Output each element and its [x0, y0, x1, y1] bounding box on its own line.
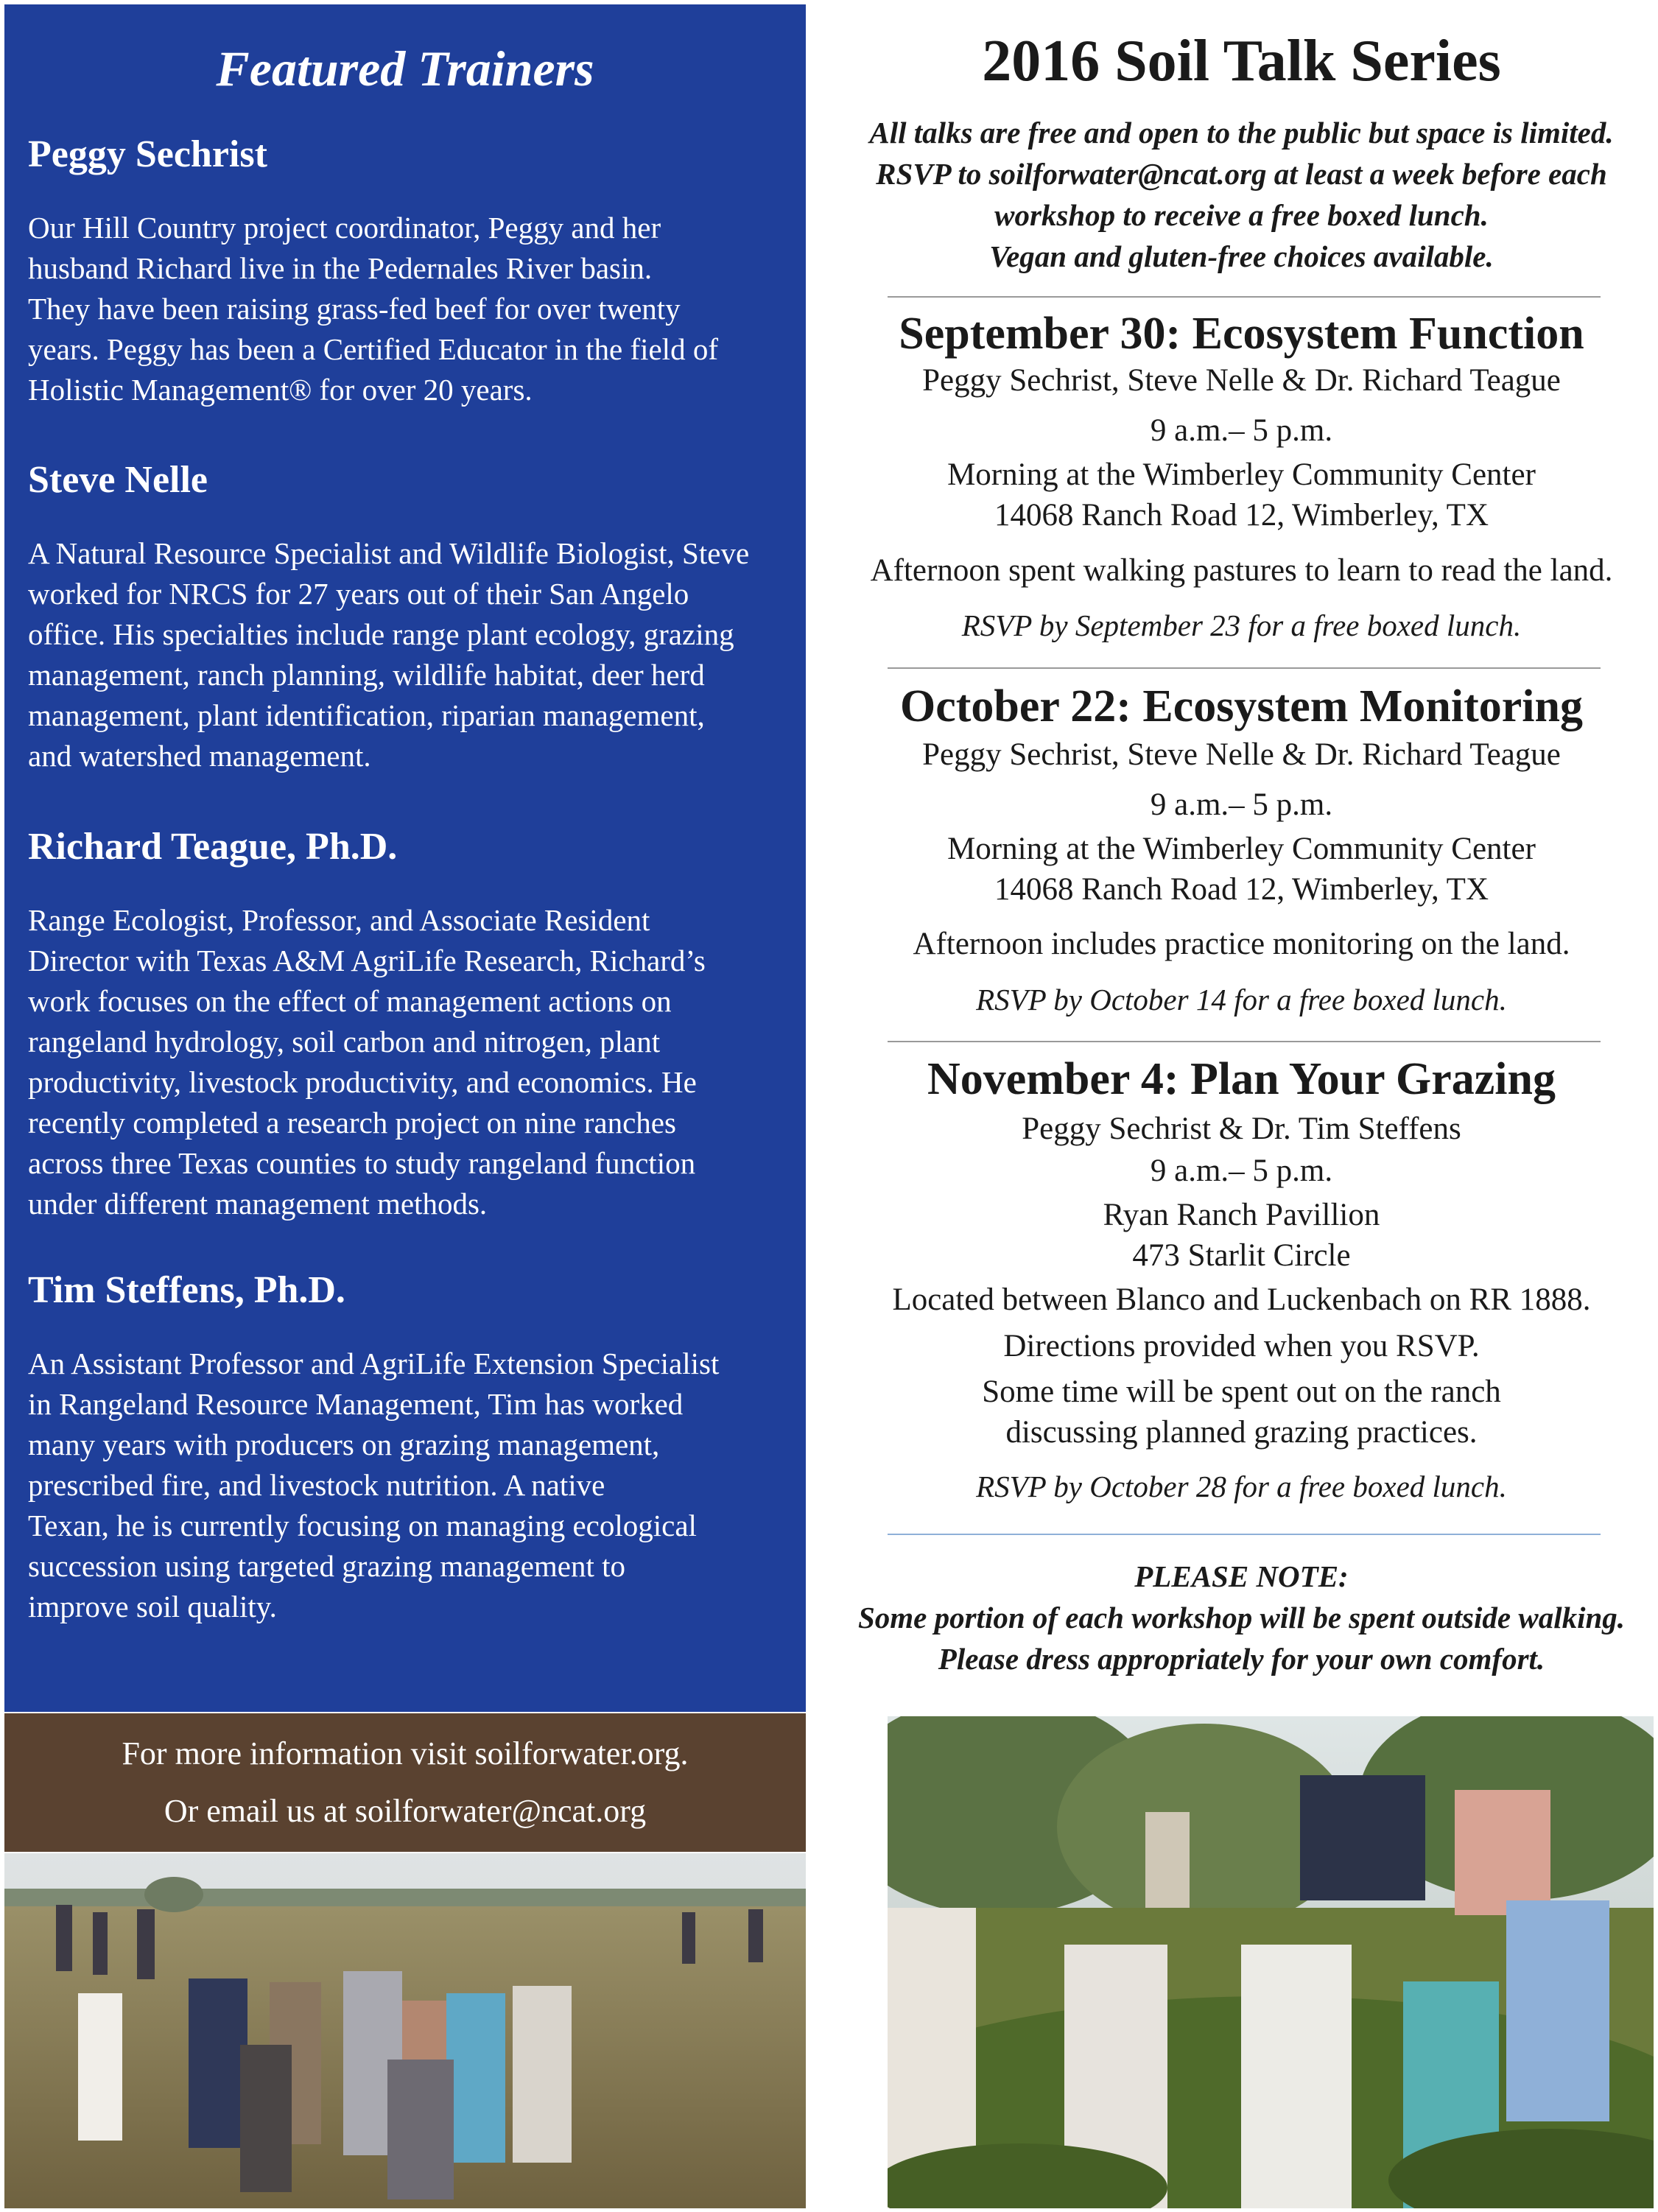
- event-detail: Afternoon includes practice monitoring on the land.: [913, 927, 1570, 961]
- event-time: 9 a.m.– 5 p.m.: [1150, 787, 1333, 822]
- divider: [888, 1041, 1601, 1042]
- event-title: November 4: Plan Your Grazing: [927, 1054, 1556, 1104]
- trainer-tim-steffens: [28, 1267, 794, 1627]
- trainer-bio: An Assistant Professor and AgriLife Extension Specialist in Rangeland Resource Management, Tim has worked many years with producers on grazing management, prescribed fire, and livestock nutrition. A native Texan, he is currently focusing on managing ecological succession using targeted grazing management to improve soil quality.: [28, 1346, 720, 1623]
- event-detail-3: Some time will be spent out on the ranch: [982, 1374, 1501, 1409]
- please-note: PLEASE NOTE: Some portion of each workshop will be spent outside walking. Please dress appropriately for your own comfort.: [857, 1559, 1626, 1676]
- event-location-2: 14068 Ranch Road 12, Wimberley, TX: [994, 872, 1489, 907]
- trainer-richard-teague: [28, 824, 794, 1224]
- website-link[interactable]: For more information visit soilforwater.org.: [122, 1735, 689, 1772]
- event-rsvp: RSVP by October 28 for a free boxed lunch.: [976, 1470, 1507, 1503]
- event-location-2: 473 Starlit Circle: [1132, 1238, 1351, 1273]
- event-location-1: Morning at the Wimberley Community Center: [947, 457, 1536, 492]
- event-location-1: Ryan Ranch Pavillion: [1103, 1198, 1380, 1232]
- divider: [888, 667, 1601, 669]
- trainer-peggy-sechrist: [28, 131, 794, 410]
- trainer-steve-nelle: [28, 457, 794, 776]
- trainer-name: Peggy Sechrist: [28, 133, 267, 175]
- event-detail-1: Located between Blanco and Luckenbach on RR 1888.: [892, 1282, 1591, 1317]
- series-intro: All talks are free and open to the public but space is limited. RSVP to soilforwater@ncat.org at least a week before each workshop to receive a free boxed lunch. Vegan and gluten-free choices available.: [869, 116, 1614, 273]
- event-rsvp: RSVP by October 14 for a free boxed lunch.: [976, 983, 1507, 1017]
- trainer-bio: Range Ecologist, Professor, and Associate Resident Director with Texas A&M AgriLife Research, Richard’s work focuses on the effect of management actions on rangeland hydrology, soil carbon and nitrogen, plant productivity, livestock productivity, and economics. He recently completed a research project on nine ranches across three Texas counties to study rangeland function under different management methods.: [28, 903, 706, 1221]
- field-group-photo: [4, 1853, 806, 2208]
- trainer-name: Steve Nelle: [28, 459, 208, 501]
- trainer-name: Richard Teague, Ph.D.: [28, 826, 398, 868]
- divider: [888, 1534, 1601, 1535]
- trainer-bio: Our Hill Country project coordinator, Peggy and her husband Richard live in the Pedernales River basin. They have been raising grass-fed beef for over twenty years. Peggy has been a Certified Educator in the field of Holistic Management® for over 20 years.: [28, 211, 718, 407]
- event-detail: Afternoon spent walking pastures to learn to read the land.: [870, 553, 1613, 588]
- event-rsvp: RSVP by September 23 for a free boxed lunch.: [961, 608, 1522, 642]
- walking-pasture-photo: [888, 1716, 1654, 2208]
- event-presenters: Peggy Sechrist & Dr. Tim Steffens: [1022, 1112, 1461, 1146]
- email-link[interactable]: Or email us at soilforwater@ncat.org: [164, 1793, 647, 1829]
- featured-trainers-panel: [4, 4, 806, 1712]
- trainer-name: Tim Steffens, Ph.D.: [28, 1269, 345, 1311]
- event-title: October 22: Ecosystem Monitoring: [900, 681, 1583, 731]
- event-time: 9 a.m.– 5 p.m.: [1150, 413, 1333, 448]
- featured-trainers-title: Featured Trainers: [216, 41, 594, 96]
- event-location-1: Morning at the Wimberley Community Center: [947, 832, 1536, 866]
- trainer-bio: A Natural Resource Specialist and Wildlife Biologist, Steve worked for NRCS for 27 years out of their San Angelo office. His specialties include range plant ecology, grazing management, ranch planning, wildlife habitat, deer herd management, plant identification, riparian management, and watershed management.: [28, 536, 750, 773]
- event-location-2: 14068 Ranch Road 12, Wimberley, TX: [994, 498, 1489, 533]
- divider: [888, 296, 1601, 298]
- contact-banner: [4, 1713, 806, 1852]
- event-presenters: Peggy Sechrist, Steve Nelle & Dr. Richard Teague: [922, 737, 1561, 772]
- event-title: September 30: Ecosystem Function: [899, 309, 1584, 359]
- series-title: 2016 Soil Talk Series: [982, 29, 1501, 94]
- event-time: 9 a.m.– 5 p.m.: [1150, 1154, 1333, 1188]
- event-detail-4: discussing planned grazing practices.: [1005, 1415, 1478, 1450]
- event-presenters: Peggy Sechrist, Steve Nelle & Dr. Richard Teague: [922, 363, 1561, 398]
- event-detail-2: Directions provided when you RSVP.: [1003, 1329, 1480, 1363]
